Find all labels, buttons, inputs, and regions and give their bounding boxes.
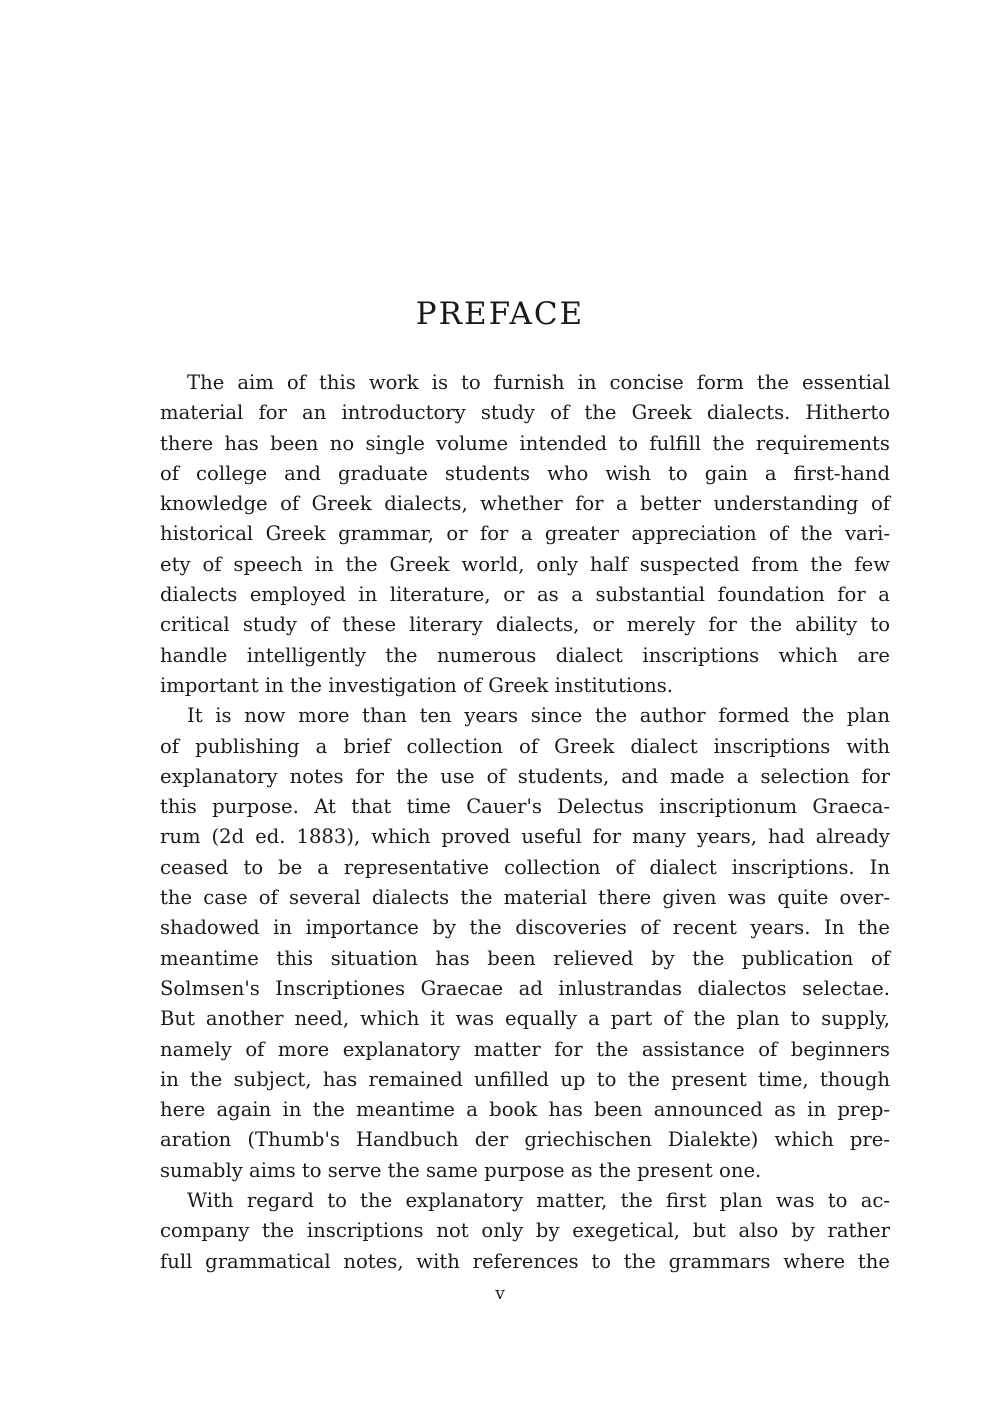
text-line: dialects employed in literature, or as a substantial foundation for a bbox=[160, 583, 890, 607]
text-line: material for an introductory study of the Greek dialects. Hitherto bbox=[160, 401, 890, 425]
text-line: knowledge of Greek dialects, whether for a better understanding of bbox=[160, 492, 890, 516]
text-line: historical Greek grammar, or for a greater appreciation of the vari- bbox=[160, 522, 890, 546]
text-line: full grammatical notes, with references to the grammars where the bbox=[160, 1249, 890, 1273]
paragraph-2 bbox=[160, 701, 890, 1186]
text-line: With regard to the explanatory matter, the first plan was to ac- bbox=[187, 1189, 890, 1213]
text-line: ceased to be a representative collection of dialect inscriptions. In bbox=[160, 855, 890, 879]
text-line: But another need, which it was equally a part of the plan to supply, bbox=[160, 1007, 890, 1031]
text-line: explanatory notes for the use of students, and made a selection for bbox=[160, 764, 890, 788]
text-line: this purpose. At that time Cauer's Delectus inscriptionum Graeca- bbox=[160, 795, 890, 819]
page-title: PREFACE bbox=[415, 296, 585, 332]
text-line: company the inscriptions not only by exegetical, but also by rather bbox=[160, 1219, 890, 1243]
text-line: aration (Thumb's Handbuch der griechischen Dialekte) which pre- bbox=[160, 1128, 890, 1152]
text-line: It is now more than ten years since the author formed the plan bbox=[187, 704, 890, 728]
text-line: there has been no single volume intended to fulfill the requirements bbox=[160, 431, 890, 455]
text-line: of publishing a brief collection of Greek dialect inscriptions with bbox=[160, 734, 890, 758]
text-line: ety of speech in the Greek world, only half suspected from the few bbox=[160, 552, 890, 576]
page-number: v bbox=[495, 1284, 505, 1304]
preface-body bbox=[160, 368, 890, 1277]
text-line: in the subject, has remained unfilled up to the present time, though bbox=[160, 1067, 890, 1091]
text-line: important in the investigation of Greek institutions. bbox=[160, 673, 674, 697]
text-line: the case of several dialects the material there given was quite over- bbox=[160, 886, 890, 910]
text-line: critical study of these literary dialects, or merely for the ability to bbox=[160, 613, 890, 637]
text-line: here again in the meantime a book has been announced as in prep- bbox=[160, 1098, 890, 1122]
text-line: rum (2d ed. 1883), which proved useful for many years, had already bbox=[160, 825, 890, 849]
paragraph-1 bbox=[160, 368, 890, 701]
text-line: namely of more explanatory matter for the assistance of beginners bbox=[160, 1037, 890, 1061]
paragraph-3 bbox=[160, 1186, 890, 1277]
text-line: The aim of this work is to furnish in concise form the essential bbox=[187, 371, 890, 394]
text-line: handle intelligently the numerous dialect inscriptions which are bbox=[160, 643, 890, 667]
text-line: Solmsen's Inscriptiones Graecae ad inlustrandas dialectos selectae. bbox=[160, 976, 890, 1000]
text-line: shadowed in importance by the discoveries of recent years. In the bbox=[160, 916, 890, 940]
text-line: sumably aims to serve the same purpose as the present one. bbox=[160, 1158, 762, 1182]
text-line: of college and graduate students who wish to gain a first-hand bbox=[160, 461, 890, 485]
text-line: meantime this situation has been relieved by the publication of bbox=[160, 946, 890, 970]
